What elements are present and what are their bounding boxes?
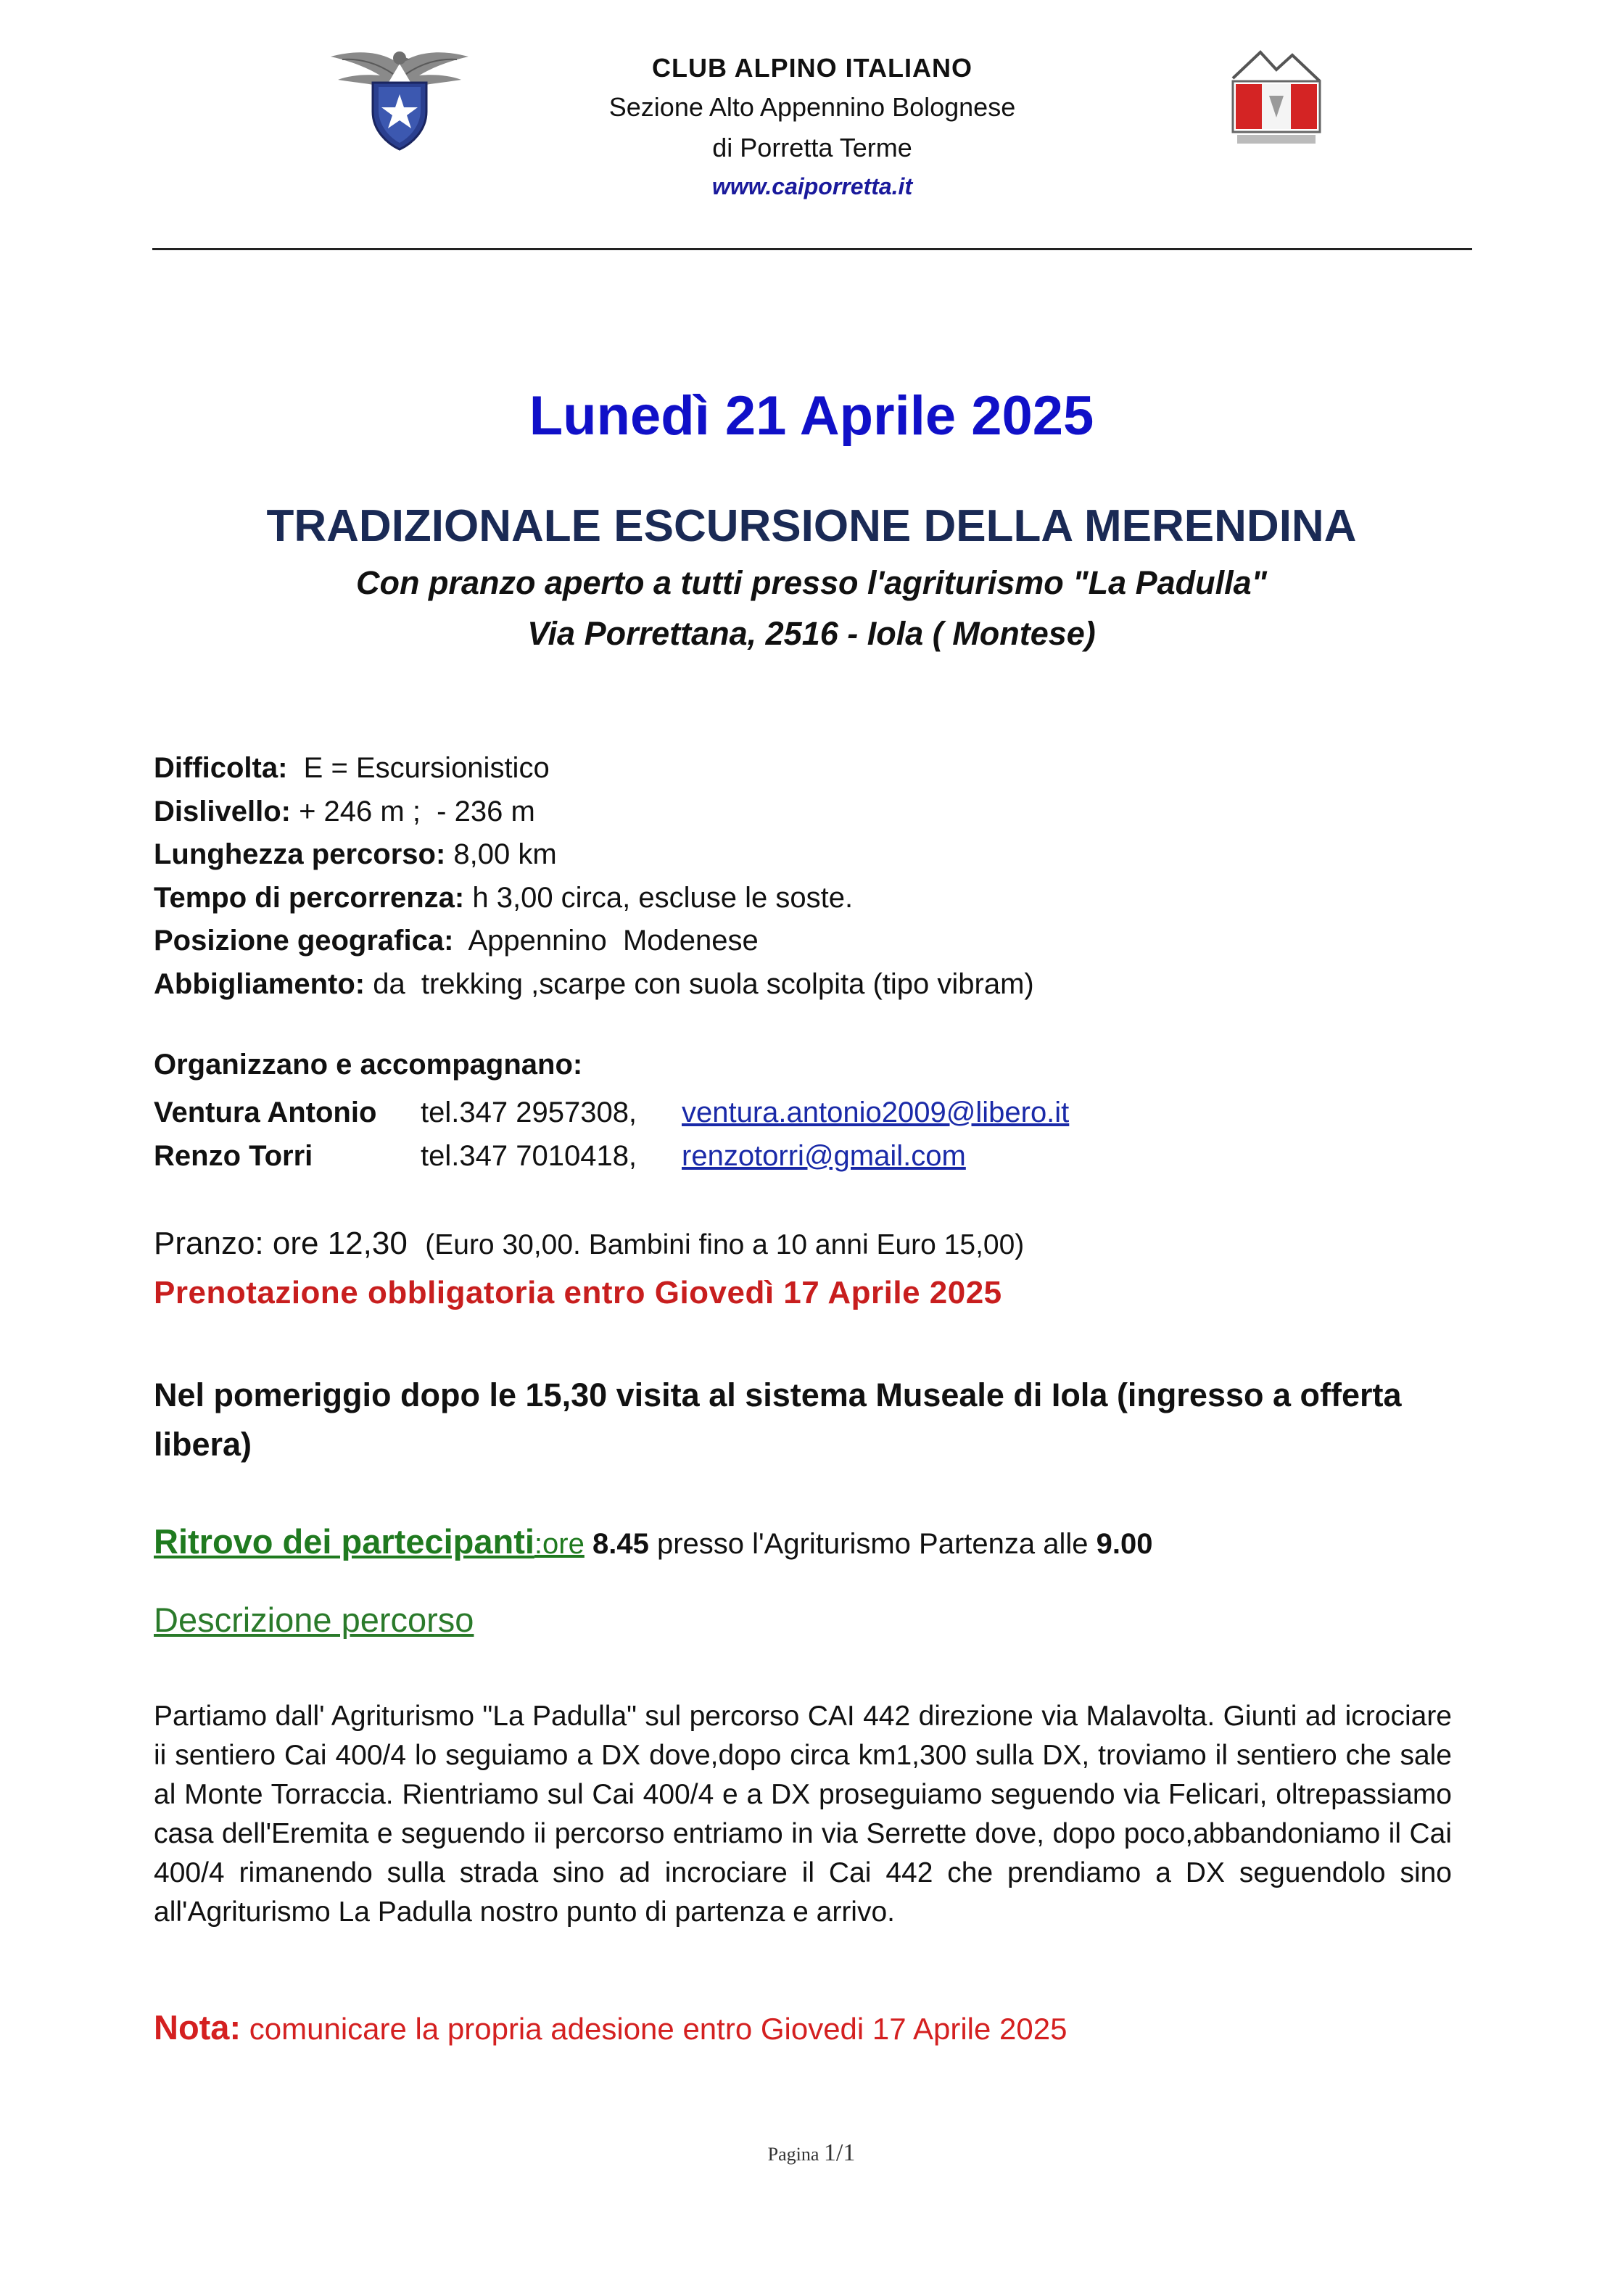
departure-time: 9.00 xyxy=(1096,1528,1153,1560)
organizer-name: Ventura Antonio xyxy=(154,1097,377,1128)
meeting-info: Ritrovo dei partecipanti:ore 8.45 presso l'Agriturismo Partenza alle 9.00 xyxy=(154,1522,1153,1561)
cai-eagle-logo-icon xyxy=(328,42,471,151)
detail-row-clothing: Abbigliamento: da trekking ,scarpe con suola scolpita (tipo vibram) xyxy=(154,967,1034,1000)
hike-details xyxy=(154,747,1034,1006)
event-title: TRADIZIONALE ESCURSIONE DELLA MERENDINA xyxy=(266,501,1357,551)
org-website-link[interactable]: www.caiporretta.it xyxy=(711,173,913,199)
detail-row-location: Posizione geografica: Appennino Modenese xyxy=(154,925,759,957)
route-description: Partiamo dall' Agriturismo "La Padulla" sul percorso CAI 442 direzione via Malavolta. Giunti ad icrociare ii sentiero Cai 400/4 lo seguiamo a DX dove,dopo circa km1,300 sulla DX, troviamo il sentiero che sale al Monte Torraccia. Rientriamo sul Cai 400/4 e a DX proseguiamo seguendo via Felicari, oltrepassiamo casa dell'Eremita e seguendo ii percorso entriamo in via Serrette dove, dopo poco,abbandoniamo il Cai 400/4 rimanendo sulla strada sino ad incrociare il Cai 442 che prendiamo a DX seguendolo sino all'Agriturismo La Padulla nostro punto di partenza e arrivo. xyxy=(154,1701,1452,1928)
description-heading: Descrizione percorso xyxy=(154,1601,474,1639)
lunch-time: Pranzo: ore 12,30 xyxy=(154,1226,408,1261)
org-name: CLUB ALPINO ITALIANO xyxy=(652,53,972,83)
event-subtitle-lunch: Con pranzo aperto a tutti presso l'agriturismo "La Padulla" xyxy=(355,564,1268,601)
organizer-email-link[interactable]: ventura.antonio2009@libero.it xyxy=(682,1097,1070,1128)
event-subtitle-address: Via Porrettana, 2516 - Iola ( Montese) xyxy=(527,615,1096,652)
cai-porretta-logo-icon xyxy=(1226,45,1327,151)
detail-row-difficulty: Difficolta: E = Escursionistico xyxy=(154,752,550,784)
lunch-price: (Euro 30,00. Bambini fino a 10 anni Euro 15,00) xyxy=(425,1229,1025,1260)
organizer-row xyxy=(154,1091,1069,1134)
header-divider xyxy=(152,248,1472,250)
organizer-row xyxy=(154,1134,1069,1178)
lunch-info xyxy=(154,1226,1024,1262)
organizers-heading: Organizzano e accompagnano: xyxy=(154,1049,583,1081)
org-section: Sezione Alto Appennino Bolognese xyxy=(608,92,1016,122)
afternoon-visit: Nel pomeriggio dopo le 15,30 visita al sistema Museale di Iola (ingresso a offerta libera) xyxy=(154,1376,1402,1463)
org-header xyxy=(508,49,1117,205)
note-text: comunicare la propria adesione entro Giovedi 17 Aprile 2025 xyxy=(241,2012,1067,2046)
booking-deadline: Prenotazione obbligatoria entro Giovedì 17 Aprile 2025 xyxy=(154,1275,1002,1310)
organizer-email-link[interactable]: renzotorri@gmail.com xyxy=(682,1140,966,1172)
org-town: di Porretta Terme xyxy=(712,133,912,162)
detail-row-time: Tempo di percorrenza: h 3,00 circa, escluse le soste. xyxy=(154,881,854,914)
organizer-phone[interactable]: tel.347 2957308, xyxy=(421,1097,637,1128)
meeting-time: 8.45 xyxy=(592,1528,649,1560)
event-date: Lunedì 21 Aprile 2025 xyxy=(529,385,1094,447)
organizer-phone[interactable]: tel.347 7010418, xyxy=(421,1140,637,1172)
page-label: Pagina xyxy=(767,2144,819,2165)
organizer-name: Renzo Torri xyxy=(154,1140,313,1172)
organizers-list xyxy=(154,1091,1069,1178)
page-number: 1/1 xyxy=(823,2139,856,2166)
detail-row-elevation: Dislivello: + 246 m ; - 236 m xyxy=(154,795,535,827)
page-footer xyxy=(0,2139,1623,2167)
note-label: Nota: xyxy=(154,2008,241,2047)
detail-row-length: Lunghezza percorso: 8,00 km xyxy=(154,838,557,870)
note xyxy=(154,2007,1067,2047)
meeting-label: Ritrovo dei partecipanti xyxy=(154,1522,534,1561)
